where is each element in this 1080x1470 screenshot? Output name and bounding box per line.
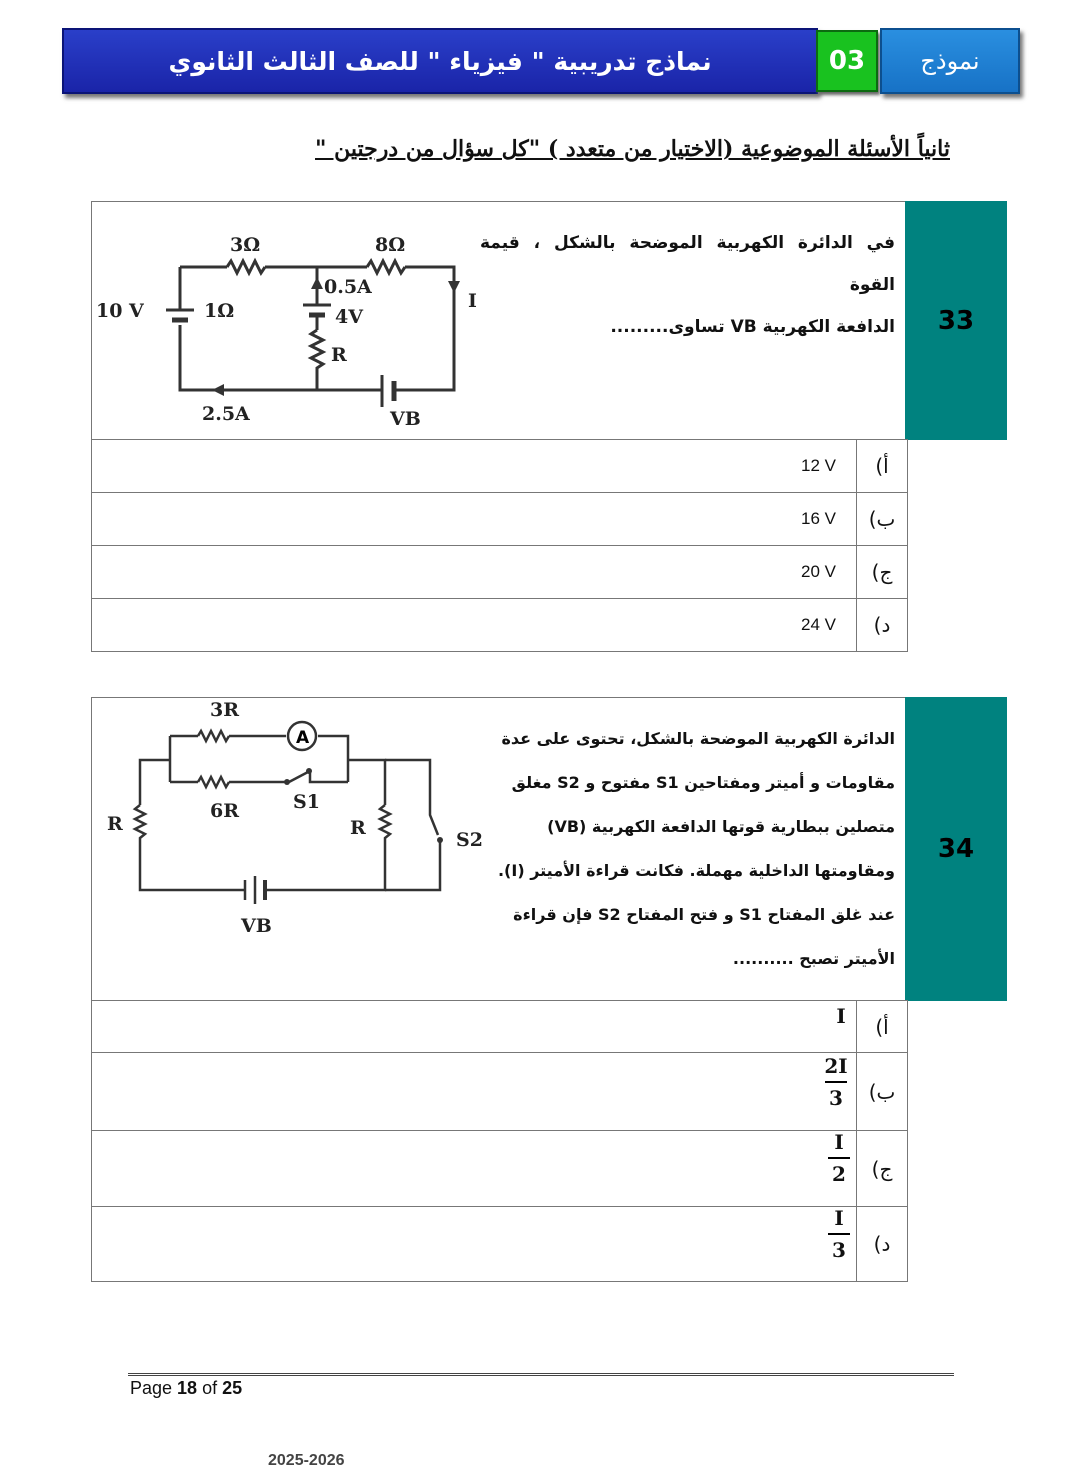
q33-option-b-letter: ب): [868, 507, 896, 531]
q34-option-b-num: 2I: [824, 1054, 848, 1078]
label-3r: 3R: [210, 699, 240, 721]
label-vb: VB: [390, 408, 421, 430]
question-33-line1: في الدائرة الكهربية الموضحة بالشكل ، قيمة القوة: [480, 233, 895, 295]
question-33-text: [480, 222, 895, 348]
question-34-number: 34: [905, 697, 1007, 1001]
label-r-left: R: [107, 813, 123, 835]
question-33-line2: الدافعة الكهربية VB تساوى.........: [610, 317, 895, 337]
label-0.5a: 0.5A: [324, 276, 372, 298]
q33-option-a-letter: أ): [875, 454, 889, 478]
label-s2: S2: [456, 829, 483, 851]
label-r: R: [331, 344, 347, 366]
label-vb-34: VB: [241, 915, 272, 937]
q34-option-d-row[interactable]: [91, 1206, 908, 1282]
page-indicator: Page 18 of 25: [130, 1378, 243, 1398]
q34-option-c-letter: ج): [871, 1156, 893, 1181]
q34-option-b-fraction: [820, 1054, 852, 1110]
q33-option-b-value: 16 V: [801, 509, 836, 528]
q33-option-c-value: 20 V: [801, 562, 836, 581]
q34-option-d-fraction: [824, 1206, 854, 1262]
page-total: 25: [222, 1378, 243, 1398]
page-current: 18: [177, 1378, 198, 1398]
question-33-number: 33: [905, 201, 1007, 440]
q34-option-d-letter: د): [873, 1232, 891, 1256]
q33-option-d-letter: د): [873, 613, 891, 637]
label-3ohm: 3Ω: [230, 234, 261, 256]
footer-divider: [128, 1373, 954, 1376]
label-6r: 6R: [210, 800, 240, 822]
q34-option-b-row[interactable]: [91, 1052, 908, 1131]
question-34-line3: متصلين ببطارية قوتها الدافعة الكهربية (VB): [547, 817, 895, 836]
question-34-line4: ومقاومتها الداخلية مهملة. فكانت قراءة الأميتر (I).: [497, 861, 895, 880]
label-4v: 4V: [335, 306, 363, 328]
q34-option-d-den: 3: [832, 1238, 846, 1262]
circuit-33: [92, 215, 492, 435]
header-title: نماذج تدريبية " فيزياء " للصف الثالث الثانوي: [62, 28, 818, 94]
q34-option-c-den: 2: [832, 1162, 846, 1186]
q34-option-b-den: 3: [829, 1086, 843, 1110]
question-34-text: [478, 717, 895, 981]
label-1ohm: 1Ω: [204, 300, 235, 322]
label-10v: 10 V: [96, 300, 144, 322]
question-34-line2: مقاومات و أميتر ومفتاحين S1 مفتوح و S2 مغلق: [511, 773, 895, 792]
circuit-34: [100, 699, 483, 950]
label-r-right: R: [350, 817, 366, 839]
question-34-line6: الأميتر تصبح ..........: [732, 949, 895, 968]
q33-option-d-value: 24 V: [801, 615, 836, 634]
label-2.5a: 2.5A: [202, 403, 250, 425]
q34-option-c-num: I: [834, 1130, 844, 1154]
label-i: I: [468, 290, 477, 312]
q34-option-a-value: I: [836, 1004, 846, 1028]
q34-option-a-row[interactable]: [91, 1000, 908, 1053]
model-number: 03: [816, 30, 878, 92]
ammeter-label: A: [296, 728, 310, 748]
q34-option-a-letter: أ): [875, 1014, 889, 1039]
label-s1: S1: [293, 791, 320, 813]
q34-option-c-fraction: [824, 1130, 854, 1186]
q33-option-c-letter: ج): [871, 560, 893, 584]
q34-option-d-num: I: [834, 1206, 844, 1230]
section-title: ثانياً الأسئلة الموضوعية (الاختيار من متعدد ) "كل سؤال من درجتين ": [315, 136, 950, 162]
question-34-line5: عند غلق المفتاح S1 و فتح المفتاح S2 فإن قراءة: [513, 905, 895, 924]
footer-year: 2025-2026: [268, 1452, 345, 1469]
q33-option-a-value: 12 V: [801, 456, 836, 475]
q34-option-c-row[interactable]: [91, 1130, 908, 1207]
q34-option-b-letter: ب): [868, 1079, 896, 1104]
question-34-line1: الدائرة الكهربية الموضحة بالشكل، تحتوى على عدة: [501, 729, 895, 748]
model-label: نموذج: [880, 28, 1020, 94]
label-8ohm: 8Ω: [375, 234, 406, 256]
